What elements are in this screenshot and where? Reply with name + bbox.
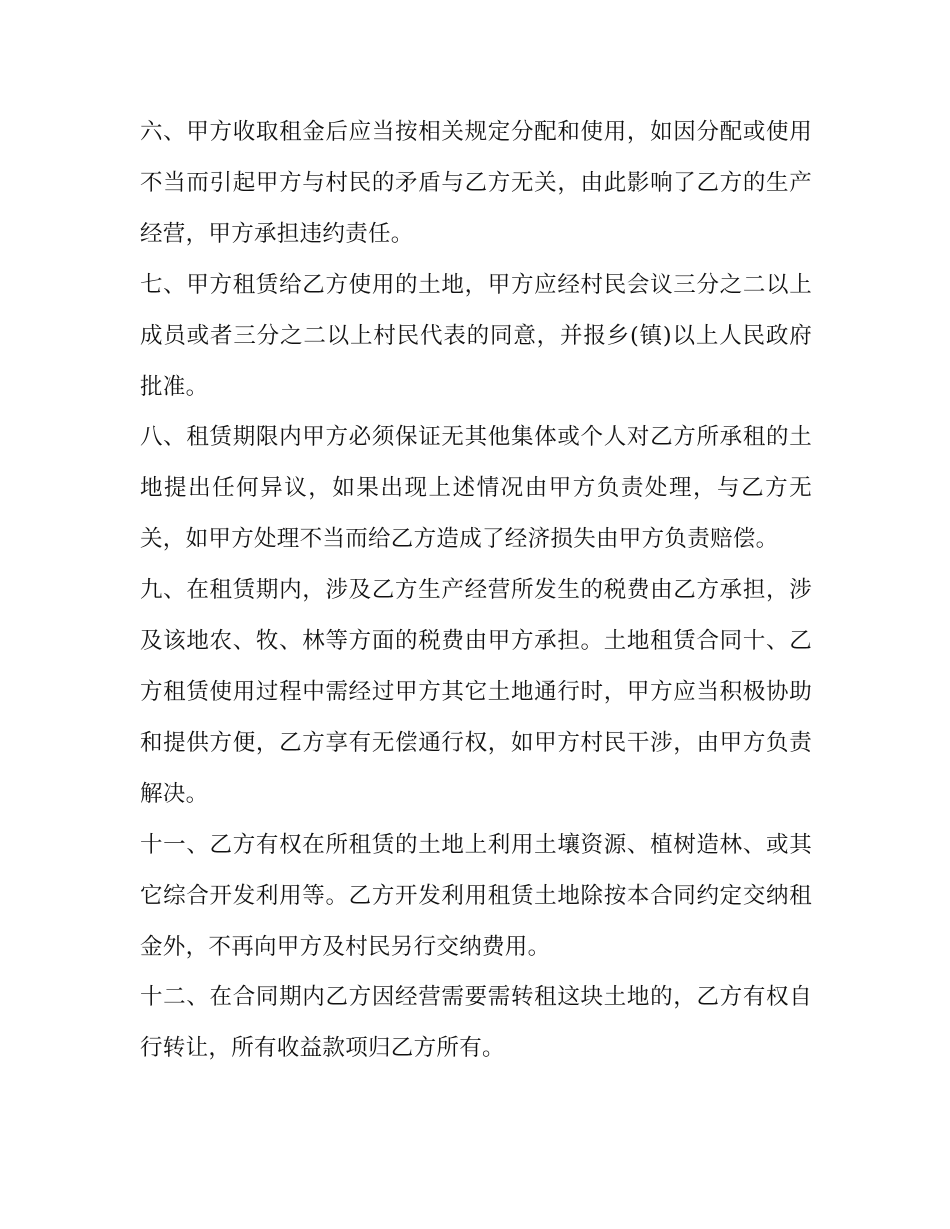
clause-twelve: 十二、在合同期内乙方因经营需要需转租这块土地的，乙方有权自行转让，所有收益款项归乙方所有。 [140,984,812,1062]
clause-eight: 八、租赁期限内甲方必须保证无其他集体或个人对乙方所承租的土地提出任何异议，如果出现上述情况由甲方负责处理，与乙方无关，如甲方处理不当而给乙方造成了经济损失由甲方负责赔偿。 [140,424,812,553]
clause-six: 六、甲方收取租金后应当按相关规定分配和使用，如因分配或使用不当而引起甲方与村民的矛盾与乙方无关，由此影响了乙方的生产经营，甲方承担违约责任。 [140,119,812,247]
document-page [140,107,812,1074]
clause-nine-ten: 九、在租赁期内，涉及乙方生产经营所发生的税费由乙方承担，涉及该地农、牧、林等方面的税费由甲方承担。土地租赁合同十、乙方租赁使用过程中需经过甲方其它土地通行时，甲方应当积极协助和提供方便，乙方享有无偿通行权，如甲方村民干涉，由甲方负责解决。 [140,577,812,807]
clause-seven: 七、甲方租赁给乙方使用的土地，甲方应经村民会议三分之二以上成员或者三分之二以上村民代表的同意，并报乡(镇)以上人民政府批准。 [140,271,812,400]
clause-eleven: 十一、乙方有权在所租赁的土地上利用土壤资源、植树造林、或其它综合开发利用等。乙方开发利用租赁土地除按本合同约定交纳租金外，不再向甲方及村民另行交纳费用。 [140,831,812,960]
